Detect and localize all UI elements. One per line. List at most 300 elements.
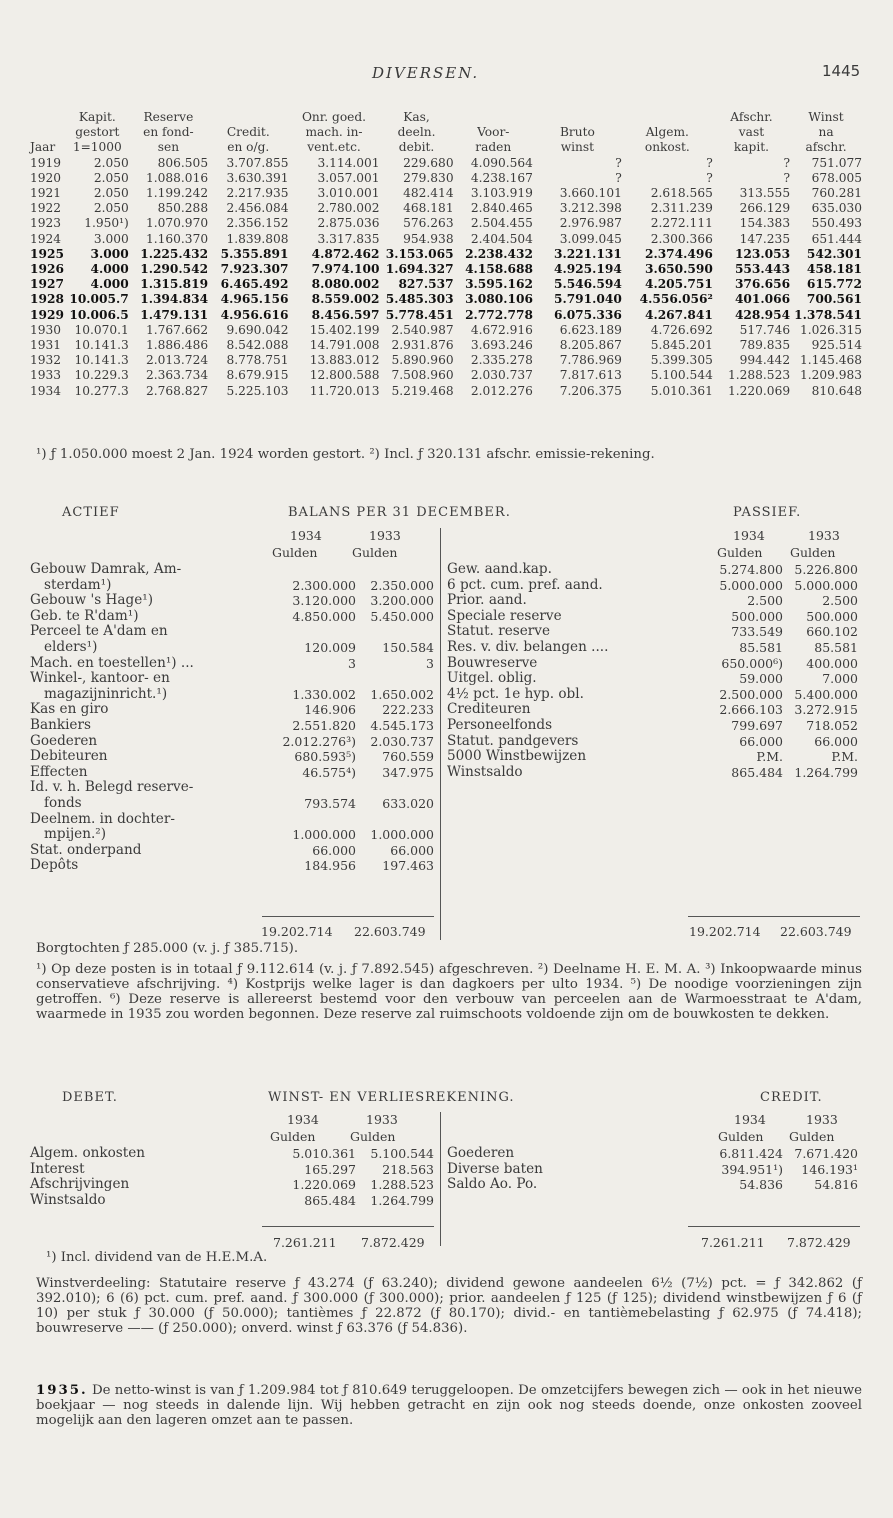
stats-cell: ? (615, 155, 622, 170)
debet-year-1933: 1933 (366, 1112, 398, 1127)
ledger-label: Depôts (30, 857, 79, 874)
stats-cell: 3.114.001 (317, 155, 380, 170)
stats-cell: 229.680 (403, 155, 454, 170)
stats-cell: 1930 (30, 322, 62, 337)
stats-cell: 5.778.451 (385, 307, 454, 322)
stats-cell: 1.839.808 (226, 231, 289, 246)
stats-cell: 2.840.465 (470, 201, 533, 216)
passief-row (447, 702, 858, 718)
stats-cell: 550.493 (811, 216, 862, 231)
stats-cell: 2.356.152 (226, 216, 289, 231)
ledger-value-1933: 4.545.173 (370, 717, 434, 733)
passief-row (447, 578, 858, 594)
actief-unit-1934: Gulden (272, 545, 318, 560)
stats-cell: 147.235 (739, 231, 791, 246)
ledger-label: Uitgel. oblig. (447, 670, 537, 687)
statistics-table (30, 110, 862, 399)
stats-cell: 3.000 (93, 231, 129, 246)
ledger-value-1934: 793.574 (304, 795, 356, 811)
stats-cell: 6.075.336 (553, 307, 622, 322)
actief-row (30, 780, 434, 796)
ledger-value-1934: 733.549 (731, 624, 783, 640)
stats-row (30, 323, 862, 338)
passief-table (447, 562, 858, 780)
ledger-value-1934 (268, 812, 356, 828)
stats-cell: 3.630.391 (226, 170, 289, 185)
stats-header-cell: Credit. (226, 125, 270, 140)
stats-cell: 1.026.315 (799, 322, 862, 337)
debet-row (30, 1177, 434, 1193)
debet-heading: DEBET. (62, 1090, 118, 1105)
wv-heading: WINST- EN VERLIESREKENING. (268, 1090, 515, 1105)
stats-row (30, 338, 862, 353)
stats-cell: 7.974.100 (311, 262, 380, 277)
credit-table (447, 1146, 858, 1193)
stats-cell: 8.559.002 (311, 292, 380, 307)
stats-cell: 5.100.544 (650, 368, 713, 383)
debet-year-1934: 1934 (287, 1112, 319, 1127)
stats-row (30, 262, 862, 277)
ledger-label: Gew. aand.kap. (447, 561, 552, 577)
stats-cell: 2.311.239 (650, 201, 713, 216)
stats-cell: 376.656 (734, 277, 791, 292)
debet-row (30, 1193, 434, 1209)
stats-cell: 3.212.398 (559, 201, 622, 216)
stats-cell: 13.883.012 (309, 353, 380, 368)
stats-cell: 8.679.915 (226, 368, 289, 383)
stats-cell: 313.555 (739, 186, 791, 201)
ledger-value-1933: 3.272.915 (794, 702, 858, 718)
stats-cell: 8.456.597 (311, 307, 380, 322)
credit-total-1933: 7.872.429 (787, 1235, 851, 1250)
ledger-value-1934: 165.297 (304, 1161, 356, 1177)
ledger-value-1933: 218.563 (382, 1161, 434, 1177)
stats-cell: 2.012.276 (470, 383, 533, 398)
stats-cell: 3.099.045 (559, 231, 622, 246)
actief-row (30, 749, 434, 765)
actief-row (30, 702, 434, 718)
stats-cell: 3.103.919 (470, 186, 533, 201)
stats-header-cell (454, 110, 533, 125)
passief-row (447, 687, 858, 703)
stats-cell: 1934 (30, 383, 62, 398)
ledger-label: Bouwreserve (447, 654, 538, 671)
stats-cell: 10.070.1 (74, 322, 129, 337)
ledger-label: Gebouw 's Hage¹) (30, 592, 153, 609)
ledger-label: Effecten (30, 763, 88, 780)
stats-row (30, 353, 862, 368)
stats-cell: 542.301 (806, 246, 862, 261)
ledger-value-1933: 2.500 (822, 593, 858, 609)
ledger-value-1933 (356, 812, 434, 828)
stats-cell: 615.772 (806, 277, 862, 292)
stats-header-cell: vast (738, 125, 765, 140)
stats-cell: 2.976.987 (559, 216, 622, 231)
ledger-value-1933: 1.264.799 (370, 1192, 434, 1208)
stats-cell: 1923 (30, 216, 62, 231)
stats-cell: 2.618.565 (650, 186, 713, 201)
ledger-label: Winstsaldo (30, 1191, 106, 1208)
stats-cell: 2.013.724 (146, 353, 209, 368)
ledger-label: Interest (30, 1160, 85, 1177)
stats-cell: 925.514 (811, 338, 862, 353)
ledger-value-1933 (356, 671, 434, 687)
stats-cell: 2.456.084 (226, 201, 289, 216)
ledger-label: Algem. onkosten (30, 1145, 146, 1161)
passief-row (447, 593, 858, 609)
stats-cell: 2.050 (93, 201, 129, 216)
ledger-value-1934: 2.551.820 (292, 717, 356, 733)
stats-cell: 3.221.131 (553, 246, 622, 261)
stats-header-cell: Onr. goed. (301, 110, 367, 124)
stats-cell: 1.767.662 (146, 322, 209, 337)
stats-cell: 14.791.008 (309, 338, 380, 353)
stats-cell: 1.225.432 (140, 246, 209, 261)
stats-cell: 1.394.834 (140, 292, 209, 307)
stats-header-cell: Jaar (30, 140, 56, 155)
ledger-value-1933: 633.020 (382, 795, 434, 811)
stats-cell: 1933 (30, 368, 62, 383)
actief-row (30, 718, 434, 734)
stats-cell: 6.465.492 (220, 277, 289, 292)
ledger-value-1933: 85.581 (814, 639, 858, 655)
ledger-value-1933: 660.102 (806, 624, 858, 640)
ledger-value-1933: 400.000 (806, 655, 858, 671)
stats-header-cell: na (818, 125, 834, 140)
passief-row (447, 671, 858, 687)
ledger-value-1934: 66.000 (739, 733, 783, 749)
debet-unit-1934: Gulden (270, 1129, 316, 1144)
stats-cell: 2.768.827 (146, 383, 209, 398)
ledger-value-1933: 222.233 (382, 702, 434, 718)
stats-header-cell: Bruto (559, 125, 595, 140)
stats-cell: 279.830 (403, 170, 454, 185)
ledger-value-1934: 680.593⁵) (294, 749, 356, 765)
ledger-value-1933: 1.288.523 (370, 1177, 434, 1193)
stats-cell: 12.800.588 (309, 368, 380, 383)
ledger-label: Afschrijvingen (30, 1176, 130, 1193)
stats-header-cell: kapit. (733, 140, 770, 155)
stats-cell: 1.220.069 (728, 383, 791, 398)
stats-cell: 6.623.189 (559, 322, 622, 337)
actief-total-rule (262, 916, 434, 917)
stats-cell: 1.160.370 (146, 231, 209, 246)
stats-cell: 2.050 (93, 155, 129, 170)
stats-cell: 850.288 (157, 201, 209, 216)
ledger-label: Bankiers (30, 716, 91, 733)
stats-row (30, 171, 862, 186)
stats-cell: 5.546.594 (553, 277, 622, 292)
stats-cell: 11.720.013 (309, 383, 380, 398)
stats-cell: 635.030 (811, 201, 862, 216)
ledger-value-1933: 66.000 (390, 842, 434, 858)
stats-cell: 266.129 (739, 201, 791, 216)
stats-cell: 3.057.001 (317, 170, 380, 185)
credit-unit-1934: Gulden (718, 1129, 764, 1144)
passief-row (447, 734, 858, 750)
stats-cell: 3.010.001 (317, 186, 380, 201)
stats-cell: 4.158.688 (465, 262, 533, 277)
stats-cell: 994.442 (739, 353, 791, 368)
stats-cell: 751.077 (811, 155, 862, 170)
stats-row (30, 247, 862, 262)
stats-row (30, 292, 862, 307)
stats-cell: 9.690.042 (226, 322, 289, 337)
ledger-label: Crediteuren (447, 701, 531, 718)
winstverdeeling: Winstverdeeling: Statutaire reserve ƒ 43.274 (ƒ 63.240); dividend gewone aandeelen 6½ (7½) pct. = ƒ 342.862 (ƒ 392.010); 6 (6) pct. cum. pref. aand. ƒ 300.000 (ƒ 300.000); prior. aandeelen ƒ 125 (ƒ 125); dividend winstbewijzen ƒ 6 (ƒ 10) per stuk ƒ 30.000 (ƒ 50.000); tantièmes ƒ 22.872 (ƒ 80.170); divid.- en tantièmebelasting ƒ 62.975 (ƒ 74.418); bouwreserve —— (ƒ 250.000); onverd. winst ƒ 63.376 (ƒ 54.836). (36, 1276, 862, 1336)
stats-cell: 1928 (30, 292, 64, 307)
stats-cell: ? (783, 155, 791, 170)
ledger-value-1933: 3.200.000 (370, 593, 434, 609)
actief-row (30, 765, 434, 781)
stats-cell: 1926 (30, 262, 64, 277)
actief-row (30, 640, 434, 656)
stats-header-cell: afschr. (805, 140, 847, 155)
stats-header-cell: vent.etc. (307, 140, 361, 155)
stats-cell: 2.217.935 (226, 186, 289, 201)
stats-cell: 4.267.841 (644, 307, 713, 322)
stats-cell: 7.508.960 (391, 368, 454, 383)
stats-cell: 4.000 (90, 262, 129, 277)
ledger-value-1934: 5.000.000 (719, 577, 783, 593)
actief-year-1934: 1934 (290, 528, 322, 543)
actief-table (30, 562, 434, 874)
stats-cell: 553.443 (734, 262, 791, 277)
ledger-value-1934: 650.000⁶) (721, 655, 783, 671)
stats-cell: 4.556.056² (639, 292, 713, 307)
passief-row (447, 640, 858, 656)
credit-row (447, 1177, 858, 1193)
ledger-value-1933: 5.450.000 (370, 608, 434, 624)
ledger-value-1934: 59.000 (739, 671, 783, 687)
stats-header-cell: Voor- (477, 125, 510, 140)
stats-cell: 8.080.002 (311, 277, 380, 292)
ledger-value-1934: 6.811.424 (719, 1146, 783, 1161)
stats-cell: 760.281 (811, 186, 862, 201)
stats-cell: 5.890.960 (391, 353, 454, 368)
ledger-label: Stat. onderpand (30, 841, 142, 858)
stats-cell: 10.229.3 (74, 368, 129, 383)
stats-cell: 517.746 (739, 322, 791, 337)
page-title: DIVERSEN. (372, 64, 480, 82)
stats-header-cell: winst (560, 140, 595, 155)
stats-cell: 1920 (30, 170, 62, 185)
ledger-label: Deelnem. in dochter- (30, 810, 175, 827)
stats-header-cell: sen (157, 140, 180, 155)
ledger-value-1934: 66.000 (312, 842, 356, 858)
stats-header-row (30, 125, 862, 140)
borgtochten: Borgtochten ƒ 285.000 (v. j. ƒ 385.715). (36, 941, 299, 956)
stats-cell: 10.006.5 (69, 307, 129, 322)
debet-row (30, 1146, 434, 1162)
passief-total-1934: 19.202.714 (689, 924, 761, 939)
stats-cell: 4.872.462 (311, 246, 380, 261)
stats-cell: 1.378.541 (794, 307, 862, 322)
stats-cell: 2.540.987 (391, 322, 454, 337)
stats-cell: 468.181 (403, 201, 454, 216)
ledger-value-1934: 54.836 (739, 1177, 783, 1193)
credit-year-1933: 1933 (806, 1112, 838, 1127)
stats-cell: 2.050 (93, 186, 129, 201)
ledger-value-1933: 1.264.799 (794, 764, 858, 780)
ledger-label: Saldo Ao. Po. (447, 1176, 538, 1193)
stats-cell: 428.954 (734, 307, 791, 322)
ledger-value-1934: 500.000 (731, 608, 783, 624)
stats-cell: 482.414 (403, 186, 454, 201)
stats-cell: 10.141.3 (74, 338, 129, 353)
credit-total-rule (688, 1226, 860, 1227)
debet-table (30, 1146, 434, 1208)
stats-cell: 401.066 (734, 292, 791, 307)
stats-row (30, 216, 862, 231)
credit-row (447, 1146, 858, 1162)
stats-cell: 1.290.542 (140, 262, 209, 277)
ledger-label: 6 pct. cum. pref. aand. (447, 576, 603, 593)
actief-year-1933: 1933 (369, 528, 401, 543)
stats-cell: ? (706, 155, 713, 170)
actief-row (30, 843, 434, 859)
ledger-value-1933: 5.100.544 (370, 1146, 434, 1161)
stats-cell: 4.925.194 (553, 262, 622, 277)
stats-row (30, 201, 862, 216)
stats-row (30, 368, 862, 383)
ledger-label: Diverse baten (447, 1160, 543, 1177)
credit-row (447, 1162, 858, 1178)
ledger-label: Personeelfonds (447, 716, 553, 733)
stats-cell: 10.277.3 (74, 383, 129, 398)
stats-cell: 5.219.468 (391, 383, 454, 398)
stats-cell: 2.335.278 (470, 353, 533, 368)
stats-cell: 700.561 (806, 292, 862, 307)
ledger-label: Mach. en toestellen¹) ... (30, 654, 194, 671)
ledger-value-1933: 500.000 (806, 608, 858, 624)
passief-row (447, 749, 858, 765)
ledger-value-1933: 5.400.000 (794, 686, 858, 702)
ledger-label: Statut. reserve (447, 623, 550, 640)
ledger-value-1933 (356, 624, 434, 640)
ledger-value-1934: 2.666.103 (719, 702, 783, 718)
ledger-value-1933: 197.463 (382, 858, 434, 874)
ledger-label: Prior. aand. (447, 592, 527, 609)
balans-footnotes: ¹) Op deze posten is in totaal ƒ 9.112.614 (v. j. ƒ 7.892.545) afgeschreven. ²) Deelname H. E. M. A. ³) Inkoopwaarde minus conservatieve afschrijving. ⁴) Kostprijs welke lager is dan dagkoers per ulto 1934. ⁵) De noodige voorzieningen zijn getroffen. ⁶) Deze reserve is allereerst bestemd voor den verbouw van perceelen aan de Warmoesstraat te A'dam, waarmede in 1935 zou worden begonnen. Deze reserve zal ruimschoots voldoende zijn om de bouwkosten te dekken. (36, 962, 862, 1022)
ledger-value-1934: 3 (348, 655, 356, 671)
stats-header-cell: Kas, (403, 110, 430, 124)
passief-row (447, 718, 858, 734)
stats-cell: 4.726.692 (650, 322, 713, 337)
stats-header-cell: en fond- (143, 125, 194, 140)
stats-cell: 2.238.432 (465, 246, 533, 261)
ledger-value-1934 (268, 780, 356, 796)
ledger-label: Kas en giro (30, 701, 109, 718)
ledger-value-1934: 799.697 (731, 717, 783, 733)
stats-cell: 4.965.156 (220, 292, 289, 307)
ledger-value-1933: 7.671.420 (794, 1146, 858, 1161)
ledger-value-1934 (268, 671, 356, 687)
stats-header-cell: 1=1000 (72, 140, 122, 155)
ledger-label: Goederen (447, 1145, 515, 1161)
passief-heading: PASSIEF. (733, 505, 802, 520)
ledger-value-1933 (356, 562, 434, 578)
stats-cell: 1927 (30, 277, 64, 292)
actief-total-1933: 22.603.749 (354, 924, 426, 939)
stats-cell: 8.205.867 (559, 338, 622, 353)
stats-cell: 1919 (30, 155, 62, 170)
stats-cell: 5.485.303 (385, 292, 454, 307)
stats-header-cell: Afschr. (730, 110, 773, 124)
debet-total-1934: 7.261.211 (273, 1235, 337, 1250)
stats-cell: 3.660.101 (559, 186, 622, 201)
credit-unit-1933: Gulden (789, 1129, 835, 1144)
stats-header-cell (30, 125, 66, 140)
stats-cell: 3.080.106 (465, 292, 533, 307)
ledger-value-1934: 5.274.800 (719, 562, 783, 577)
ledger-value-1934: 2.012.276³) (282, 733, 356, 749)
ledger-value-1933: 2.030.737 (370, 733, 434, 749)
ledger-value-1933: 7.000 (822, 671, 858, 687)
stats-cell: 8.778.751 (226, 353, 289, 368)
ledger-value-1934: 394.951¹) (721, 1161, 783, 1177)
stats-cell: 1932 (30, 353, 62, 368)
stats-cell: 2.504.455 (470, 216, 533, 231)
ledger-value-1933: 54.816 (814, 1177, 858, 1193)
stats-header-cell: en o/g. (227, 140, 270, 155)
ledger-value-1934: 4.850.000 (292, 608, 356, 624)
ledger-value-1934 (268, 562, 356, 578)
stats-cell: 2.404.504 (470, 231, 533, 246)
ledger-value-1934: 1.330.002 (292, 686, 356, 702)
ledger-label: Debiteuren (30, 748, 108, 765)
ledger-value-1933: 347.975 (382, 764, 434, 780)
stats-cell: 5.225.103 (226, 383, 289, 398)
stats-cell: 651.444 (811, 231, 862, 246)
ledger-label: Res. v. div. belangen .... (447, 638, 609, 655)
stats-cell: 1.288.523 (728, 368, 791, 383)
stats-cell: 1.209.983 (799, 368, 862, 383)
stats-row (30, 308, 862, 323)
closing-paragraph (36, 1384, 862, 1429)
ledger-value-1933: 1.000.000 (370, 827, 434, 843)
stats-header-cell: deeln. (397, 125, 436, 140)
stats-row (30, 156, 862, 171)
closing-text: De netto-winst is van ƒ 1.209.984 tot ƒ 810.649 teruggeloopen. De omzetcijfers bewegen zich — ook in het nieuwe boekjaar — nog steeds in dalende lijn. Wij hebben getracht en zijn ook nog steeds doende, onze onkosten zooveel mogelijk aan den lageren omzet aan te passen. (36, 1383, 862, 1428)
stats-cell: 1931 (30, 338, 62, 353)
stats-cell: 5.355.891 (220, 246, 289, 261)
actief-row (30, 593, 434, 609)
actief-row (30, 687, 434, 703)
stats-cell: ? (783, 170, 791, 185)
stats-header-cell (30, 110, 66, 125)
passief-total-rule (688, 916, 860, 917)
stats-cell: 5.845.201 (650, 338, 713, 353)
stats-cell: 806.505 (157, 155, 209, 170)
stats-header-row (30, 140, 862, 155)
stats-cell: 1925 (30, 246, 64, 261)
ledger-label: Geb. te R'dam¹) (30, 607, 139, 624)
passief-row (447, 609, 858, 625)
stats-header-cell (208, 110, 288, 125)
stats-row (30, 384, 862, 399)
actief-row (30, 578, 434, 594)
actief-heading: ACTIEF (62, 505, 120, 520)
stats-cell: 4.238.167 (470, 170, 533, 185)
ledger-label: magazijninricht.¹) (44, 685, 168, 702)
ledger-value-1933 (356, 780, 434, 796)
stats-cell: 7.817.613 (559, 368, 622, 383)
ledger-value-1934: 184.956 (304, 858, 356, 874)
actief-row (30, 734, 434, 750)
ledger-value-1934: 2.300.000 (292, 577, 356, 593)
ledger-value-1934: 46.575⁴) (302, 764, 356, 780)
